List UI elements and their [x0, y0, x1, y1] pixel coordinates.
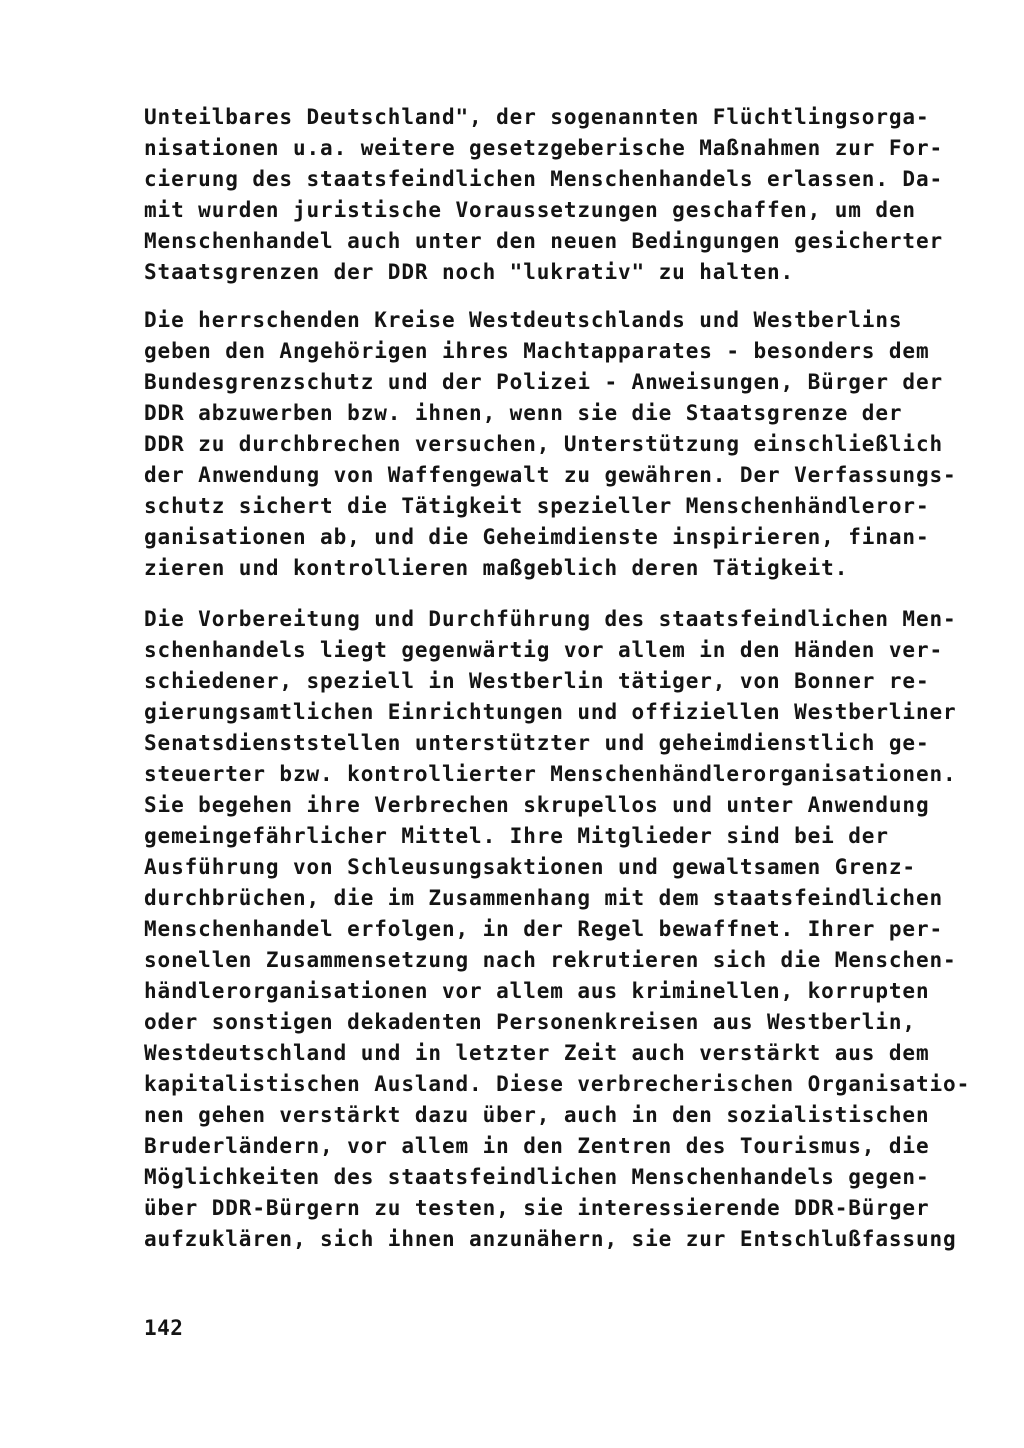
text-line: kapitalistischen Ausland. Diese verbrecherischen Organisatio-: [144, 1072, 971, 1096]
text-line: oder sonstigen dekadenten Personenkreisen aus Westberlin,: [144, 1010, 916, 1034]
text-line: gierungsamtlichen Einrichtungen und offiziellen Westberliner: [144, 700, 957, 724]
text-line: steuerter bzw. kontrollierter Menschenhändlerorganisationen.: [144, 762, 957, 786]
paragraph-3: [144, 604, 971, 1255]
text-line: händlerorganisationen vor allem aus kriminellen, korrupten: [144, 979, 930, 1003]
text-line: ganisationen ab, und die Geheimdienste inspirieren, finan-: [144, 525, 930, 549]
text-line: mit wurden juristische Voraussetzungen geschaffen, um den: [144, 198, 916, 222]
text-line: Ausführung von Schleusungsaktionen und gewaltsamen Grenz-: [144, 855, 916, 879]
text-line: Die herrschenden Kreise Westdeutschlands und Westberlins: [144, 308, 903, 332]
text-line: schenhandels liegt gegenwärtig vor allem in den Händen ver-: [144, 638, 944, 662]
page-number: 142: [144, 1316, 184, 1340]
text-line: Menschenhandel auch unter den neuen Bedingungen gesicherter: [144, 229, 944, 253]
text-line: schiedener, speziell in Westberlin tätiger, von Bonner re-: [144, 669, 930, 693]
text-line: Bundesgrenzschutz und der Polizei - Anweisungen, Bürger der: [144, 370, 944, 394]
text-line: nen gehen verstärkt dazu über, auch in den sozialistischen: [144, 1103, 930, 1127]
text-line: Menschenhandel erfolgen, in der Regel bewaffnet. Ihrer per-: [144, 917, 944, 941]
text-line: schutz sichert die Tätigkeit spezieller Menschenhändleror-: [144, 494, 930, 518]
text-line: DDR abzuwerben bzw. ihnen, wenn sie die Staatsgrenze der: [144, 401, 903, 425]
text-line: der Anwendung von Waffengewalt zu gewähren. Der Verfassungs-: [144, 463, 957, 487]
paragraph-1: [144, 102, 944, 288]
text-line: zieren und kontrollieren maßgeblich deren Tätigkeit.: [144, 556, 849, 580]
text-line: durchbrüchen, die im Zusammenhang mit dem staatsfeindlichen: [144, 886, 944, 910]
paragraph-2: [144, 305, 957, 584]
text-line: Bruderländern, vor allem in den Zentren des Tourismus, die: [144, 1134, 930, 1158]
text-line: DDR zu durchbrechen versuchen, Unterstützung einschließlich: [144, 432, 944, 456]
text-line: Staatsgrenzen der DDR noch "lukrativ" zu halten.: [144, 260, 795, 284]
text-line: Möglichkeiten des staatsfeindlichen Menschenhandels gegen-: [144, 1165, 930, 1189]
text-line: über DDR-Bürgern zu testen, sie interessierende DDR-Bürger: [144, 1196, 930, 1220]
text-line: aufzuklären, sich ihnen anzunähern, sie zur Entschlußfassung: [144, 1227, 957, 1251]
text-line: Senatsdienststellen unterstützter und geheimdienstlich ge-: [144, 731, 930, 755]
text-line: geben den Angehörigen ihres Machtapparates - besonders dem: [144, 339, 930, 363]
text-line: Unteilbares Deutschland", der sogenannten Flüchtlingsorga-: [144, 105, 930, 129]
text-line: cierung des staatsfeindlichen Menschenhandels erlassen. Da-: [144, 167, 944, 191]
text-line: nisationen u.a. weitere gesetzgeberische Maßnahmen zur For-: [144, 136, 944, 160]
text-line: Westdeutschland und in letzter Zeit auch verstärkt aus dem: [144, 1041, 930, 1065]
text-line: Die Vorbereitung und Durchführung des staatsfeindlichen Men-: [144, 607, 957, 631]
text-line: sonellen Zusammensetzung nach rekrutieren sich die Menschen-: [144, 948, 957, 972]
text-line: gemeingefährlicher Mittel. Ihre Mitglieder sind bei der: [144, 824, 889, 848]
text-line: Sie begehen ihre Verbrechen skrupellos und unter Anwendung: [144, 793, 930, 817]
